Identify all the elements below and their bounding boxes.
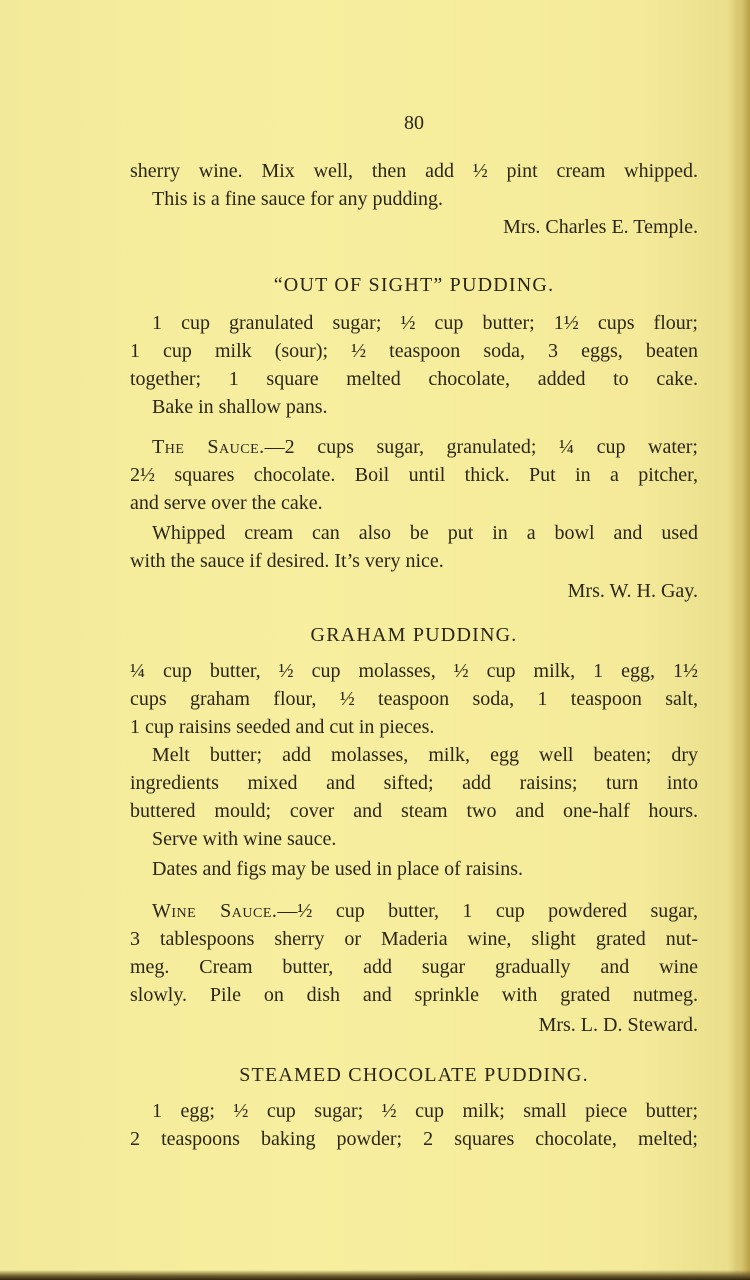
signature: Mrs. Charles E. Temple. — [503, 216, 698, 238]
signature: Mrs. L. D. Steward. — [538, 1014, 698, 1036]
text-line: This is a fine sauce for any pudding. — [152, 188, 444, 210]
page-number: 80 — [404, 112, 424, 134]
sauce-label: The Sauce. — [152, 436, 265, 458]
wine-sauce-label: Wine Sauce. — [152, 900, 278, 922]
text-line: Bake in shallow pans. — [152, 396, 328, 418]
text-line: Serve with wine sauce. — [152, 828, 337, 850]
text-line: slowly. Pile on dish and sprinkle with grated nutmeg. — [130, 984, 698, 1006]
text-line: meg. Cream butter, add sugar gradually and wine — [130, 956, 698, 978]
text-line: 1 cup granulated sugar; ½ cup butter; 1½ cups flour; — [152, 312, 698, 334]
text-line: ¼ cup butter, ½ cup molasses, ½ cup milk, 1 egg, 1½ — [130, 660, 698, 682]
text-line: with the sauce if desired. It’s very nice. — [130, 550, 444, 572]
page-edge-bottom — [0, 1270, 750, 1280]
text-line: 1 cup milk (sour); ½ teaspoon soda, 3 eggs, beaten — [130, 340, 698, 362]
text-line: Melt butter; add molasses, milk, egg well beaten; dry — [152, 744, 698, 766]
page-edge-right — [732, 0, 750, 1280]
text-line: together; 1 square melted chocolate, added to cake. — [130, 368, 698, 390]
text-line: 2½ squares chocolate. Boil until thick. Put in a pitcher, — [130, 464, 698, 486]
recipe-heading: STEAMED CHOCOLATE PUDDING. — [239, 1064, 589, 1086]
signature: Mrs. W. H. Gay. — [567, 580, 698, 602]
text-line: 1 egg; ½ cup sugar; ½ cup milk; small piece butter; — [152, 1100, 698, 1122]
recipe-heading: GRAHAM PUDDING. — [310, 624, 518, 646]
wine-sauce-line — [130, 898, 698, 924]
text-line: buttered mould; cover and steam two and one-half hours. — [130, 800, 698, 822]
text-line: 1 cup raisins seeded and cut in pieces. — [130, 716, 435, 738]
recipe-heading: “OUT OF SIGHT” PUDDING. — [273, 274, 555, 296]
text-line: sherry wine. Mix well, then add ½ pint cream whipped. — [130, 160, 698, 182]
text-line: ingredients mixed and sifted; add raisins; turn into — [130, 772, 698, 794]
text-line: cups graham flour, ½ teaspoon soda, 1 teaspoon salt, — [130, 688, 698, 710]
sauce-text: —2 cups sugar, granulated; ¼ cup water; — [264, 436, 698, 458]
sauce-line — [130, 434, 698, 460]
text-line: Whipped cream can also be put in a bowl and used — [152, 522, 698, 544]
wine-sauce-text: —½ cup butter, 1 cup powdered sugar, — [277, 900, 698, 922]
text-line: Dates and figs may be used in place of raisins. — [152, 858, 524, 880]
text-line: 3 tablespoons sherry or Maderia wine, slight grated nut- — [130, 928, 698, 950]
text-line: and serve over the cake. — [130, 492, 323, 514]
text-line: 2 teaspoons baking powder; 2 squares chocolate, melted; — [130, 1128, 698, 1150]
